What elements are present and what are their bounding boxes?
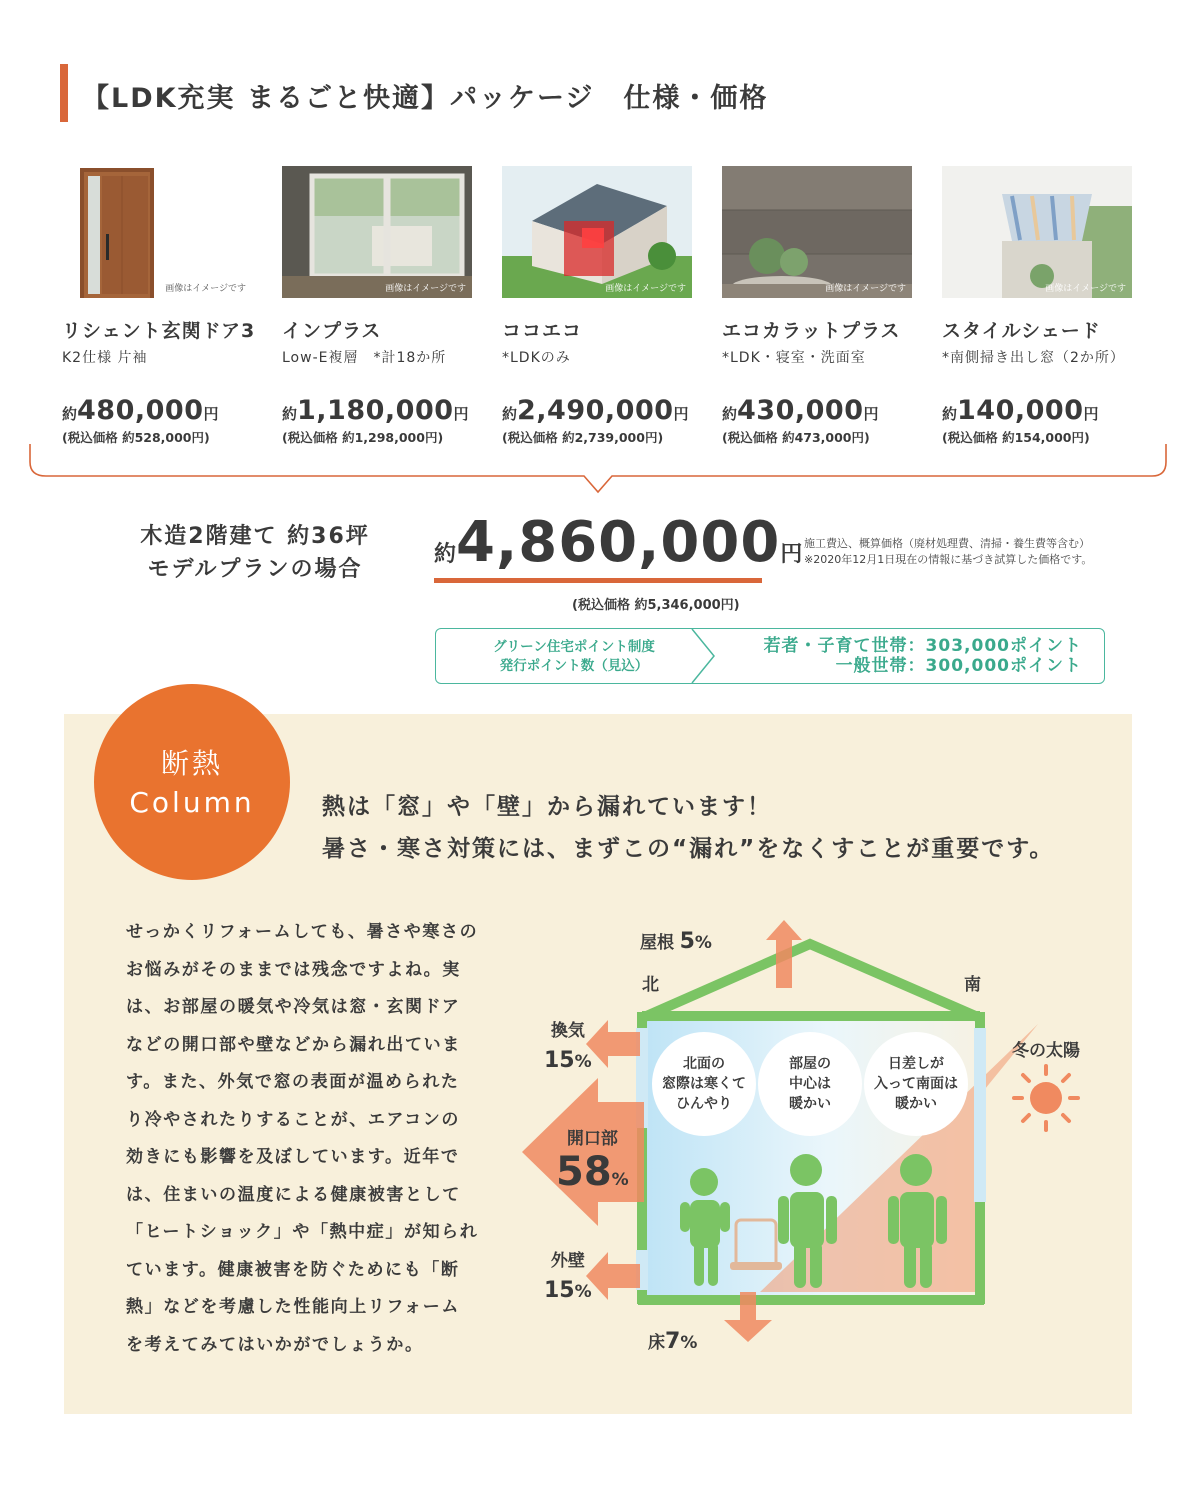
product-price: 約430,000円: [722, 395, 879, 426]
product-card-window: [282, 166, 480, 446]
house-image: [502, 166, 692, 298]
product-name: リシェント玄関ドア3: [62, 320, 256, 342]
product-tax-price: (税込価格 約154,000円): [942, 430, 1090, 445]
image-caption: 画像はイメージです: [385, 284, 466, 294]
column-badge: 断熱 Column: [94, 684, 290, 880]
product-card-shade: [942, 166, 1140, 446]
image-caption: 画像はイメージです: [825, 284, 906, 294]
image-caption: 画像はイメージです: [165, 284, 246, 294]
product-price: 約140,000円: [942, 395, 1099, 426]
product-spec: *LDKのみ: [502, 350, 571, 366]
wall-label: 外壁 15%: [544, 1251, 592, 1303]
product-price: 約1,180,000円: [282, 395, 469, 426]
product-price: 約2,490,000円: [502, 395, 689, 426]
roof-label: 屋根 5%: [640, 929, 712, 954]
product-tax-price: (税込価格 約528,000円): [62, 430, 210, 445]
product-spec: *LDK・寝室・洗面室: [722, 350, 866, 366]
product-name: スタイルシェード: [942, 320, 1101, 342]
product-name: ココエコ: [502, 320, 583, 342]
product-tax-price: (税込価格 約473,000円): [722, 430, 870, 445]
product-name: エコカラットプラス: [722, 320, 901, 342]
column-body-text: せっかくリフォームしても、暑さや寒さの お悩みがそのままでは残念ですよね。実 は、お部屋の暖気や冷気は窓・玄関ドア などの開口部や壁などから漏れ出ていま す。また、外気で窓の表面が温められた り冷やされたりすることが、エアコンの 効きにも影響を及ぼしています。近年で は、住まいの温度による健康被害として 「ヒートショック」や「熱中症」が知られ ています。健康被害を防ぐためにも「断 熱」などを考慮した性能向上リフォーム を考えてみてはいかがでしょうか。: [126, 922, 479, 1355]
model-plan-label: 木造2階建て 約36坪 モデルプランの場合: [140, 524, 370, 582]
product-tax-price: (税込価格 約2,739,000円): [502, 430, 664, 445]
price-note: 施工費込、概算価格（廃材処理費、清掃・養生費等含む） ※2020年12月1日現在の情報に基づき試算した価格です。: [804, 537, 1093, 566]
window-image: [282, 166, 472, 298]
shade-image: [942, 166, 1132, 298]
product-spec: Low-E複層 *計18か所: [282, 350, 447, 366]
product-card-house: [502, 166, 700, 446]
total-price-underline: [434, 578, 762, 583]
south-label: 南: [964, 975, 981, 995]
product-tax-price: (税込価格 約1,298,000円): [282, 430, 444, 445]
column-headline: 熱は「窓」や「壁」から漏れています！ 暑さ・寒さ対策には、まずこの“漏れ”をなくすことが重要です。: [322, 794, 1055, 862]
title-accent-bar: [60, 64, 68, 122]
product-spec: *南側掃き出し窓（2か所）: [942, 350, 1125, 366]
north-label: 北: [642, 975, 659, 995]
opening-label: 開口部 58%: [556, 1129, 629, 1195]
tile-image: [722, 166, 912, 298]
thought-bubble-north: 北面の 窓際は寒くて ひんやり: [652, 1032, 756, 1136]
page-title: 【LDK充実 まるごと快適】パッケージ 仕様・価格: [82, 83, 769, 114]
image-caption: 画像はイメージです: [605, 284, 686, 294]
product-card-door: [62, 166, 260, 446]
image-caption: 画像はイメージです: [1045, 284, 1126, 294]
door-image: [62, 166, 252, 298]
total-tax-price: (税込価格 約5,346,000円): [572, 598, 740, 613]
thought-bubble-south: 日差しが 入って南面は 暖かい: [864, 1032, 968, 1136]
product-name: インプラス: [282, 320, 382, 342]
floor-label: 床7%: [648, 1329, 698, 1354]
summary-bracket: [28, 440, 1172, 500]
thought-bubble-center: 部屋の 中心は 暖かい: [758, 1032, 862, 1136]
green-points-values: 若者・子育て世帯：303,000ポイント 一般世帯：300,000ポイント: [763, 636, 1082, 676]
ventilation-label: 換気 15%: [544, 1021, 592, 1073]
total-price: 約4,860,000円: [434, 510, 803, 575]
product-spec: K2仕様 片袖: [62, 350, 148, 366]
green-points-label: グリーン住宅ポイント制度 発行ポイント数（見込）: [493, 639, 655, 674]
product-card-tile: [722, 166, 920, 446]
product-price: 約480,000円: [62, 395, 219, 426]
winter-sun-label: 冬の太陽: [1012, 1041, 1080, 1061]
